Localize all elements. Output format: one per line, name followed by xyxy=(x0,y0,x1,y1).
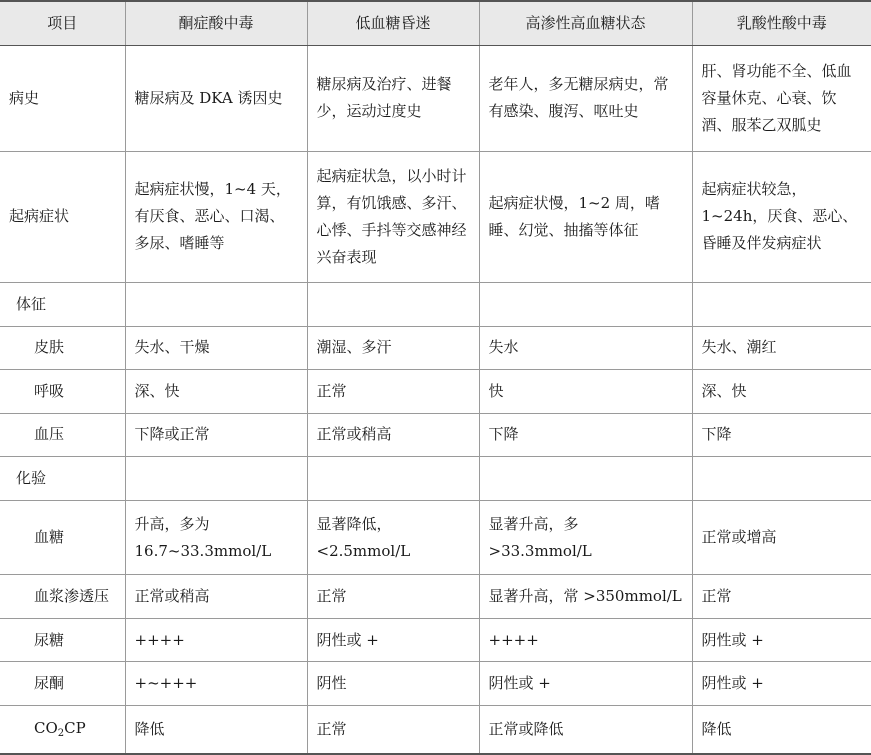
cell-line: <2.5mmol/L xyxy=(316,541,411,560)
table-row-lab-section xyxy=(0,457,871,500)
cell-urine-glucose-hhs: ++++ xyxy=(479,618,692,661)
header-dka: 酮症酸中毒 xyxy=(125,1,307,45)
cell-glucose-hhs: 显著升高，多 >33.3mmol/L xyxy=(479,500,692,575)
table-row-skin xyxy=(0,326,871,369)
cell-line: 显著降低， xyxy=(316,514,392,533)
row-label-urine-glucose: 尿糖 xyxy=(0,618,125,661)
co2cp-prefix: CO xyxy=(34,718,58,737)
cell-skin-dka: 失水、干燥 xyxy=(125,326,307,369)
cell-onset-hypo: 起病症状急，以小时计算，有饥饿感、多汗、心悸、手抖等交感神经兴奋表现 xyxy=(307,151,479,282)
header-hhs: 高渗性高血糖状态 xyxy=(479,1,692,45)
cell-urine-ketone-hypo: 阴性 xyxy=(307,662,479,705)
cell-onset-hhs: 起病症状慢，1~2 周，嗜睡、幻觉、抽搐等体征 xyxy=(479,151,692,282)
cell-glucose-hypo xyxy=(307,500,479,575)
cell-osmolality-hhs: 显著升高，常 >350mmol/L xyxy=(479,575,692,618)
cell-co2cp-lactic: 降低 xyxy=(692,705,871,754)
cell-urine-ketone-dka: +~+++ xyxy=(125,662,307,705)
table-row-onset xyxy=(0,151,871,282)
table-row-urine-glucose xyxy=(0,618,871,661)
cell-breathing-lactic: 深、快 xyxy=(692,370,871,413)
cell-history-hhs: 老年人，多无糖尿病史，常有感染、腹泻、呕吐史 xyxy=(479,45,692,151)
row-label-urine-ketone: 尿酮 xyxy=(0,662,125,705)
cell-empty xyxy=(307,457,479,500)
row-label-history: 病史 xyxy=(0,45,125,151)
section-label-signs: 体征 xyxy=(0,283,125,326)
cell-empty xyxy=(479,457,692,500)
cell-empty xyxy=(125,283,307,326)
row-label-osmolality: 血浆渗透压 xyxy=(0,575,125,618)
table-row-breathing xyxy=(0,370,871,413)
cell-line: 升高，多为 xyxy=(134,514,210,533)
cell-breathing-hhs: 快 xyxy=(479,370,692,413)
cell-osmolality-lactic: 正常 xyxy=(692,575,871,618)
cell-bp-hhs: 下降 xyxy=(479,413,692,456)
cell-skin-hhs: 失水 xyxy=(479,326,692,369)
row-label-co2cp xyxy=(0,705,125,754)
table-row-bp xyxy=(0,413,871,456)
co2cp-suffix: CP xyxy=(64,718,86,737)
cell-skin-hypo: 潮湿、多汗 xyxy=(307,326,479,369)
cell-history-hypo: 糖尿病及治疗、进餐少，运动过度史 xyxy=(307,45,479,151)
table-row-history xyxy=(0,45,871,151)
cell-bp-dka: 下降或正常 xyxy=(125,413,307,456)
cell-urine-ketone-hhs: 阴性或 + xyxy=(479,662,692,705)
cell-empty xyxy=(692,457,871,500)
row-label-onset: 起病症状 xyxy=(0,151,125,282)
row-label-bp: 血压 xyxy=(0,413,125,456)
table-row-osmolality xyxy=(0,575,871,618)
cell-history-dka: 糖尿病及 DKA 诱因史 xyxy=(125,45,307,151)
cell-glucose-lactic: 正常或增高 xyxy=(692,500,871,575)
table-row-urine-ketone xyxy=(0,662,871,705)
cell-osmolality-dka: 正常或稍高 xyxy=(125,575,307,618)
cell-co2cp-dka: 降低 xyxy=(125,705,307,754)
cell-empty xyxy=(307,283,479,326)
cell-urine-glucose-hypo: 阴性或 + xyxy=(307,618,479,661)
cell-history-lactic: 肝、肾功能不全、低血容量休克、心衰、饮酒、服苯乙双胍史 xyxy=(692,45,871,151)
cell-urine-ketone-lactic: 阴性或 + xyxy=(692,662,871,705)
cell-glucose-dka xyxy=(125,500,307,575)
cell-empty xyxy=(479,283,692,326)
co2cp-subscript: 2 xyxy=(57,727,65,739)
cell-osmolality-hypo: 正常 xyxy=(307,575,479,618)
table-row-signs-section xyxy=(0,283,871,326)
header-lactic-acidosis: 乳酸性酸中毒 xyxy=(692,1,871,45)
row-label-breathing: 呼吸 xyxy=(0,370,125,413)
cell-co2cp-hypo: 正常 xyxy=(307,705,479,754)
row-label-skin: 皮肤 xyxy=(0,326,125,369)
cell-co2cp-hhs: 正常或降低 xyxy=(479,705,692,754)
cell-bp-hypo: 正常或稍高 xyxy=(307,413,479,456)
cell-breathing-hypo: 正常 xyxy=(307,370,479,413)
cell-skin-lactic: 失水、潮红 xyxy=(692,326,871,369)
table-row-glucose xyxy=(0,500,871,575)
cell-urine-glucose-dka: ++++ xyxy=(125,618,307,661)
cell-empty xyxy=(692,283,871,326)
row-label-glucose: 血糖 xyxy=(0,500,125,575)
table-row-co2cp xyxy=(0,705,871,754)
header-item: 项目 xyxy=(0,1,125,45)
cell-onset-lactic: 起病症状较急，1~24h，厌食、恶心、昏睡及伴发病症状 xyxy=(692,151,871,282)
cell-urine-glucose-lactic: 阴性或 + xyxy=(692,618,871,661)
cell-bp-lactic: 下降 xyxy=(692,413,871,456)
cell-empty xyxy=(125,457,307,500)
cell-line: 16.7~33.3mmol/L xyxy=(134,541,272,560)
section-label-lab: 化验 xyxy=(0,457,125,500)
cell-breathing-dka: 深、快 xyxy=(125,370,307,413)
header-row xyxy=(0,1,871,45)
header-hypoglycemia: 低血糖昏迷 xyxy=(307,1,479,45)
cell-onset-dka: 起病症状慢，1~4 天，有厌食、恶心、口渴、多尿、嗜睡等 xyxy=(125,151,307,282)
